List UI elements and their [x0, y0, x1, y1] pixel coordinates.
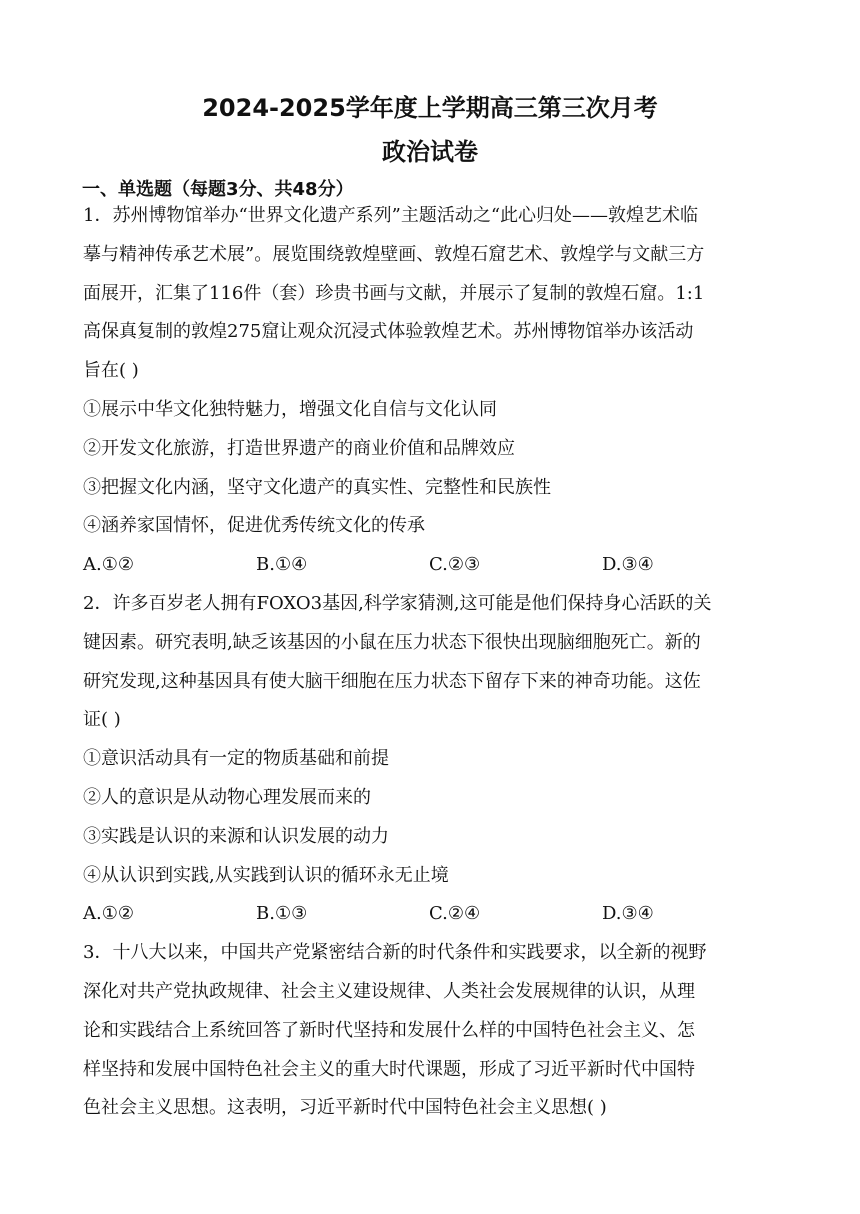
- section-heading: 一、单选题（每题3分、共48分）: [82, 179, 354, 200]
- choice-a: A.①②: [83, 554, 134, 576]
- question-2-stem-line: 研究发现,这种基因具有使大脑干细胞在压力状态下留存下来的神奇功能。这佐: [83, 670, 701, 692]
- exam-title: 2024-2025学年度上学期高三第三次月考: [202, 94, 658, 122]
- exam-content: [83, 197, 783, 1128]
- question-2-choices: [83, 895, 783, 934]
- question-2-statement: ②人的意识是从动物心理发展而来的: [83, 786, 371, 808]
- question-2-statement: ④从认识到实践,从实践到认识的循环永无止境: [83, 864, 449, 886]
- question-1-stem-line: 1．苏州博物馆举办“世界文化遗产系列”主题活动之“此心归处——敦煌艺术临: [83, 205, 699, 226]
- choice-a: A.①②: [83, 903, 134, 925]
- question-1-statement: ③把握文化内涵，坚守文化遗产的真实性、完整性和民族性: [83, 476, 551, 498]
- exam-subtitle: 政治试卷: [382, 138, 478, 166]
- question-1-stem-line: 高保真复制的敦煌275窟让观众沉浸式体验敦煌艺术。苏州博物馆举办该活动: [83, 321, 694, 343]
- choice-d: D.③④: [602, 903, 654, 925]
- question-2: [83, 585, 783, 934]
- question-3-stem-line: 3．十八大以来，中国共产党紧密结合新的时代条件和实践要求，以全新的视野: [83, 942, 707, 964]
- choice-d: D.③④: [602, 554, 654, 576]
- choice-c: C.②③: [429, 554, 481, 576]
- question-1-statement: ④涵养家国情怀，促进优秀传统文化的传承: [83, 515, 425, 537]
- question-3-stem-line: 样坚持和发展中国特色社会主义的重大时代课题，形成了习近平新时代中国特: [83, 1058, 695, 1080]
- question-2-stem-line: 键因素。研究表明,缺乏该基因的小鼠在压力状态下很快出现脑细胞死亡。新的: [83, 631, 701, 653]
- question-2-stem-line: 证( ): [83, 709, 121, 731]
- question-1-statement: ②开发文化旅游，打造世界遗产的商业价值和品牌效应: [83, 437, 515, 459]
- question-2-stem-line: 2．许多百岁老人拥有FOXO3基因,科学家猜测,这可能是他们保持身心活跃的关: [83, 592, 712, 614]
- question-1: [83, 197, 783, 585]
- question-2-statement: ①意识活动具有一定的物质基础和前提: [83, 748, 389, 770]
- question-3-stem-line: 深化对共产党执政规律、社会主义建设规律、人类社会发展规律的认识，从理: [83, 980, 695, 1002]
- question-1-statement: ①展示中华文化独特魅力，增强文化自信与文化认同: [83, 398, 497, 420]
- question-1-choices: [83, 546, 783, 585]
- choice-c: C.②④: [429, 903, 481, 925]
- question-3-stem-line: 色社会主义思想。这表明，习近平新时代中国特色社会主义思想( ): [83, 1097, 607, 1119]
- choice-b: B.①③: [256, 903, 308, 925]
- choice-b: B.①④: [256, 554, 308, 576]
- question-1-stem-line: 旨在( ): [83, 360, 139, 382]
- question-2-statement: ③实践是认识的来源和认识发展的动力: [83, 825, 389, 847]
- question-3: [83, 934, 783, 1128]
- question-3-stem-line: 论和实践结合上系统回答了新时代坚持和发展什么样的中国特色社会主义、怎: [83, 1019, 695, 1041]
- question-1-stem-line: 面展开，汇集了116件（套）珍贵书画与文献，并展示了复制的敦煌石窟。1:1: [83, 282, 705, 304]
- question-1-stem-line: 摹与精神传承艺术展”。展览围绕敦煌壁画、敦煌石窟艺术、敦煌学与文献三方: [83, 243, 705, 265]
